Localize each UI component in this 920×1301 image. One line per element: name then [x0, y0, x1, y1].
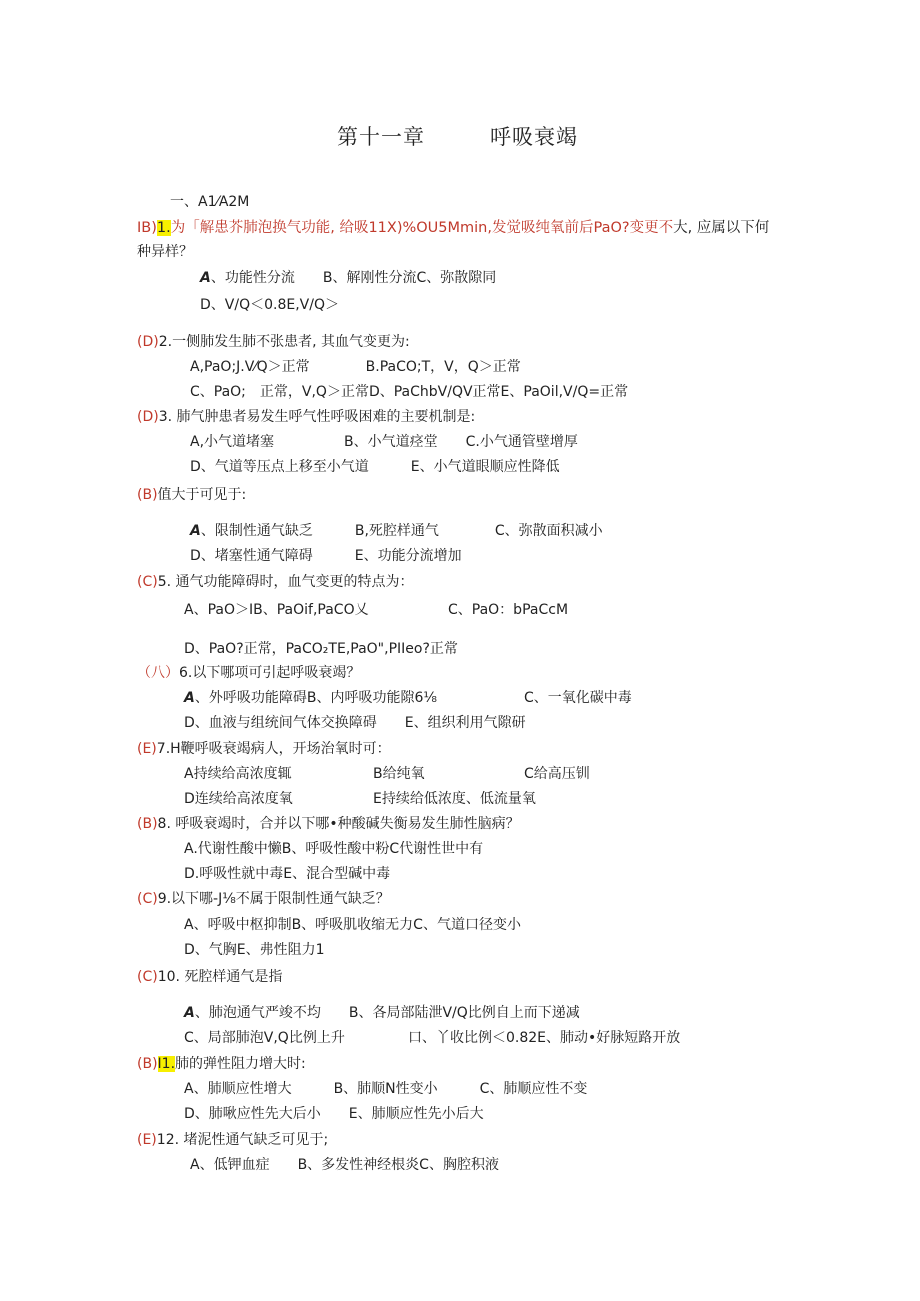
question-text: 6.以下哪项可引起呼吸衰竭？: [179, 665, 361, 681]
answer-key: (C): [137, 891, 158, 907]
question-text: 7.H鞭呼吸衰竭病人，开场治氧时可：: [156, 741, 391, 757]
answer-key: (B): [137, 816, 158, 832]
question-5-option-a: A、PaO＞IB、PaOif,PaCO乂: [184, 602, 369, 618]
question-2: [137, 333, 410, 351]
answer-key: (B): [137, 1056, 158, 1072]
question-8-options-row-1: A.代谢性酸中懒B、呼吸性酸中粉C代谢性世中有: [184, 841, 484, 857]
question-3-options-row-2: D、气道等压点上移至小气道 E、小气道眼顺应性降低: [190, 459, 560, 475]
question-10-option-c: C、局部肺泡V,Q比例上升: [184, 1030, 345, 1046]
answer-key: (C): [137, 574, 158, 590]
question-7-option-d: D连续给高浓度氧: [184, 791, 293, 807]
question-9-options-row-1: A、呼吸中枢抑制B、呼吸肌收缩无力C、气道口径变小: [184, 917, 521, 933]
question-4-options-row-2: D、堵塞性通气障碍 E、功能分流增加: [190, 548, 462, 564]
answer-key: (E): [137, 741, 157, 757]
question-text: 肺的弹性阻力增大时:: [175, 1056, 306, 1072]
question-3-options-row-1: A,小气道堵塞 B、小气道痉堂 C.小气通管壁增厚: [190, 434, 578, 450]
question-text: 值大于可见于:: [157, 487, 247, 503]
section-heading: 一、A1⁄A2M: [170, 194, 250, 210]
question-7-option-e: E持续给低浓度、低流量氧: [373, 791, 536, 807]
question-1-options-row-1: [200, 269, 496, 287]
question-7-option-c: C给高压钏: [524, 766, 590, 782]
question-11-options-row-2: D、肺啾应性先大后小 E、肺顺应性先小后大: [184, 1106, 484, 1122]
answer-key: (D): [137, 334, 159, 350]
option-letter: A: [190, 523, 201, 539]
question-7-option-b: B给纯氧: [373, 766, 425, 782]
question-12-options-row-1: A、低钾血症 B、多发性神经根炎C、胸腔积液: [190, 1157, 499, 1173]
answer-key: (B): [137, 487, 158, 503]
question-10-option-d: 口、丫收比例＜0.82E、肺动•好脉短路开放: [408, 1030, 681, 1046]
options-text: 、限制性通气缺乏 B,死腔样通气 C、弥散面积减小: [200, 523, 603, 539]
question-7-option-a: A持续给高浓度辄: [184, 766, 292, 782]
question-11-options-row-1: A、肺顺应性增大 B、肺顺N性变小 C、肺顺应性不变: [184, 1081, 588, 1097]
question-1-options-row-2: D、V/Q＜0.8E,V/Q＞: [200, 297, 339, 313]
question-text: 12. 堵泥性通气缺乏可见于;: [156, 1132, 329, 1148]
question-5-option-c: C、PaO：bPaCcM: [448, 602, 569, 618]
question-4-options-row-1: [190, 522, 603, 540]
question-10-options-row-1: [184, 1004, 580, 1022]
answer-key: (D): [137, 409, 159, 425]
question-5: [137, 573, 414, 591]
chapter-title: 呼吸衰竭: [490, 125, 578, 149]
question-4: [137, 486, 246, 504]
question-8: [137, 815, 520, 833]
question-9-options-row-2: D、气胸E、弗性阻力1: [184, 942, 325, 958]
option-letter: A: [200, 270, 211, 286]
answer-key: IB): [137, 220, 157, 236]
question-text: 为「解患芥肺泡换气功能, 给吸11X)%OU5Mmin,发觉吸纯氧前后PaO?变更不: [170, 220, 674, 236]
question-5-options-row-2: D、PaO?正常，PaCO₂TE,PaO",PIIeo?正常: [184, 641, 458, 657]
question-6-options-row-2: D、血液与组统间气体交换障碍 E、组织利用气隙研: [184, 715, 526, 731]
options-text: 、功能性分流 B、解刚性分流C、弥散隙同: [210, 270, 497, 286]
option-letter: A: [184, 1005, 195, 1021]
question-number: 1.: [156, 220, 171, 236]
question-text: 5. 通气功能障碍时，血气变更的特点为：: [157, 574, 414, 590]
question-6-options-row-1: [184, 689, 437, 707]
question-number: I1.: [157, 1056, 176, 1072]
answer-key: (E): [137, 1132, 157, 1148]
question-text: 8. 呼吸衰竭时，合并以下哪•种酸碱失衡易发生肺性脑病？: [157, 816, 520, 832]
question-3: [137, 408, 475, 426]
question-text: 3. 肺气肿患者易发生呼气性呼吸困难的主要机制是:: [158, 409, 476, 425]
chapter-number: 第十一章: [337, 125, 425, 149]
question-text: 9.以下哪-J⅛不属于限制性通气缺乏？: [157, 891, 390, 907]
question-2-options-row-2: C、PaO; 正常，V,Q＞正常D、PaChbV/QV正常E、PaOil,V/Q=正常: [190, 384, 629, 400]
question-11: [137, 1055, 306, 1073]
question-8-options-row-2: D.呼吸性就中毒E、混合型碱中毒: [184, 866, 391, 882]
options-text: 、肺泡通气严竣不均 B、各局部陆泄V/Q比例自上而下递减: [194, 1005, 580, 1021]
question-6: [137, 664, 360, 682]
question-text: 2.一侧肺发生肺不张患者, 其血气变更为:: [158, 334, 410, 350]
question-10: [137, 968, 282, 986]
option-letter: A: [184, 690, 195, 706]
question-6-option-c: C、一氧化碳中毒: [524, 690, 632, 706]
question-1-continued: 种异样？: [137, 244, 193, 260]
question-7: [137, 740, 391, 758]
options-text: 、外呼吸功能障碍B、内呼吸功能隙6⅛: [194, 690, 437, 706]
answer-key: (C): [137, 969, 158, 985]
answer-key: （八）: [137, 665, 179, 681]
question-12: [137, 1131, 328, 1149]
question-2-options-row-1: A,PaO;J.V⁄Q＞正常 B.PaCO;T，V，Q＞正常: [190, 359, 521, 375]
question-9: [137, 890, 390, 908]
question-text-tail: 大, 应属以下何: [673, 220, 770, 236]
question-1: [137, 219, 769, 237]
question-text: 10. 死腔样通气是指: [157, 969, 283, 985]
